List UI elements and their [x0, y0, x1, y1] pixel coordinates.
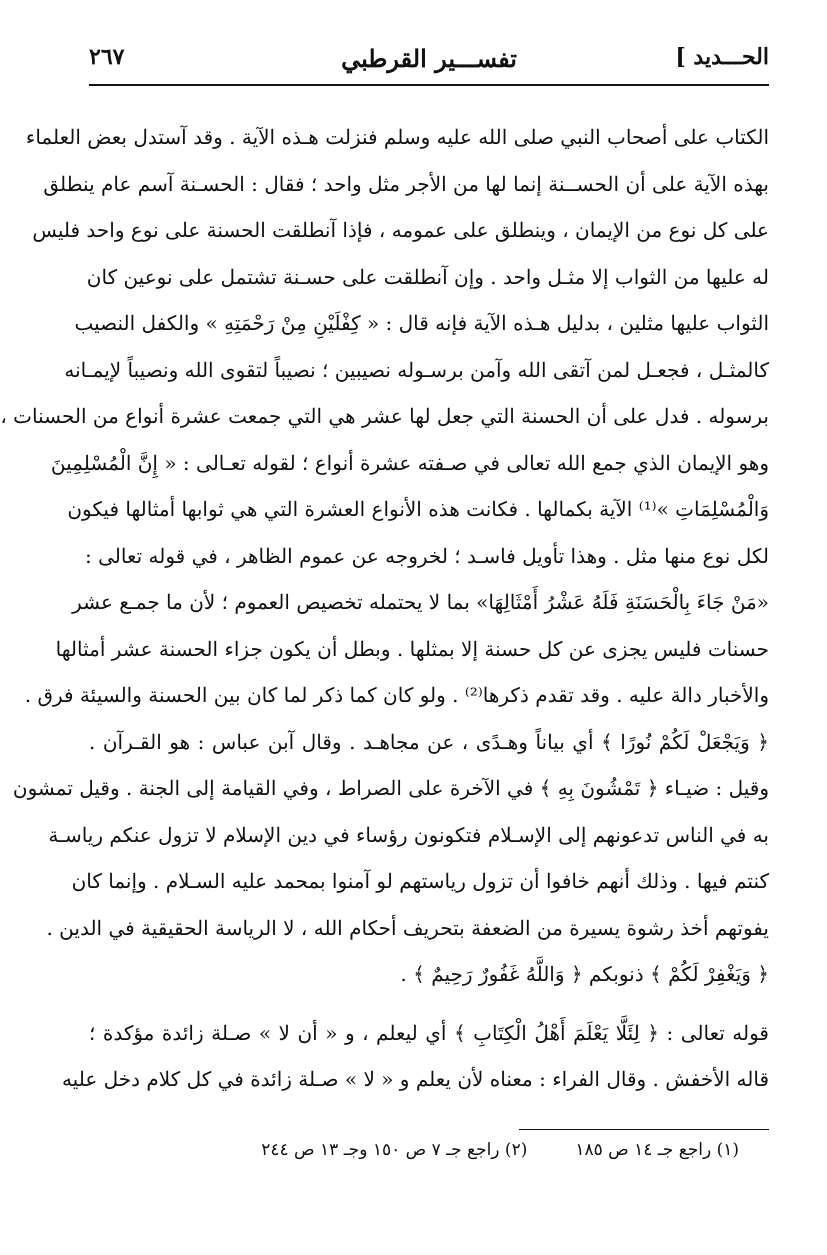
text-line: وقيل : ضيـاء ﴿ تَمْشُونَ بِهِ ﴾ في الآخرة على الصراط ، وفي القيامة إلى الجنة . وقيل تمشون [12, 776, 769, 800]
main-text [0, 114, 769, 1103]
page-number: ٢٦٧ [89, 44, 125, 70]
text-line: وهو الإيمان الذي جمع الله تعالى في صـفته عشرة أنواع ؛ لقوله تعـالى : « إِنَّ الْمُسْلِمِينَ [50, 450, 769, 475]
document-page [0, 40, 769, 1230]
text-line: الكتاب على أصحاب النبي صلى الله عليه وسلم فنزلت هـذه الآية . وقد آستدل بعض العلماء [25, 125, 769, 149]
text-line: كالمثـل ، فجعـل لمن آتقى الله وآمن برسـوله نصيبين ؛ نصيباً لتقوى الله ونصيباً لإيمـانه [64, 357, 769, 382]
text-line: به في الناس تدعونهم إلى الإسـلام فتكونون رؤساء في دين الإسلام لا تزول عنكم رياسـة [48, 822, 769, 847]
text-line: يفوتهم أخذ رشوة يسيرة من الضعفة بتحريف أحكام الله ، لا الرياسة الحقيقية في الدين . [46, 915, 769, 940]
text-line: قاله الأخفش . وقال الفراء : معناه لأن يعلم و « لا » صـلة زائدة في كل كلام دخل عليه [61, 1067, 769, 1091]
footnote-1: (١) راجع جـ ١٤ ص ١٨٥ [575, 1139, 739, 1160]
text-line: له عليها من الثواب إلا مثـل واحد . وإن آنطلقت على حسـنة تشتمل على نوعين كان [86, 264, 769, 289]
text-line: «مَنْ جَاءَ بِالْحَسَنَةِ فَلَهُ عَشْرُ أَمْثَالِهَا» بما لا يحتمله تخصيص العموم ؛ لأن ما جمـع عشر [72, 590, 769, 614]
text-line: كنتم فيها . وذلك أنهم خافوا أن تزول رياستهم لو آمنوا بمحمد عليه السـلام . وإنما كان [71, 869, 769, 893]
text-line: الثواب عليها مثلين ، بدليل هـذه الآية فإنه قال : « كِفْلَيْنِ مِنْ رَحْمَتِهِ » والكفل النصيب [74, 311, 769, 335]
book-title: تفســـير القرطبي [341, 44, 517, 73]
text-line: والأخبار دالة عليه . وقد تقدم ذكرها⁽²⁾ . ولو كان كما ذكر لما كان بين الحسنة والسيئة فرق . [24, 683, 769, 707]
text-line: حسنات فليس يجزى عن كل حسنة إلا بمثلها . وبطل أن يكون جزاء الحسنة عشر أمثالها [55, 636, 769, 661]
paragraph-gap [89, 998, 769, 1010]
text-line: بهذه الآية على أن الحســنة إنما لها من الأجر مثل واحد ؛ فقال : الحسـنة آسم عام ينطلق [43, 171, 769, 196]
text-line: قوله تعالى : ﴿ لِئَلَّا يَعْلَمَ أَهْلُ الْكِتَابِ ﴾ أي ليعلم ، و « أن لا » صـلة زائدة مؤكدة ؛ [89, 1020, 769, 1045]
text-line: ﴿ وَيَغْفِرْ لَكُمْ ﴾ ذنوبكم ﴿ وَاللَّهُ غَفُورٌ رَحِيمٌ ﴾ . [400, 962, 769, 986]
footnotes [89, 1140, 769, 1160]
sura-name: الحـــديد ] [675, 44, 769, 70]
text-line: ﴿ وَيَجْعَلْ لَكُمْ نُورًا ﴾ أي بياناً وهـدًى ، عن مجاهـد . وقال آبن عباس : هو القـرآن . [89, 729, 769, 754]
text-line: برسوله . فدل على أن الحسنة التي جعل لها عشر هي التي جمعت عشرة أنواع من الحسنات ، [0, 404, 769, 428]
text-line: لكل نوع منها مثل . وهذا تأويل فاسـد ؛ لخروجه عن عموم الظاهر ، في قوله تعالى : [84, 543, 769, 568]
text-line: على كل نوع من الإيمان ، وينطلق على عمومه ، فإذا آنطلقت الحسنة على نوع واحد فليس [32, 218, 769, 242]
footnote-divider [519, 1129, 769, 1130]
page-header [89, 40, 769, 86]
footnote-2: (٢) راجع جـ ٧ ص ١٥٠ وجـ ١٣ ص ٢٤٤ [261, 1139, 528, 1160]
text-line: وَالْمُسْلِمَاتِ »⁽¹⁾ الآية بكمالها . فكانت هذه الأنواع العشرة التي هي ثوابها أمثالها فيكون [67, 497, 769, 521]
